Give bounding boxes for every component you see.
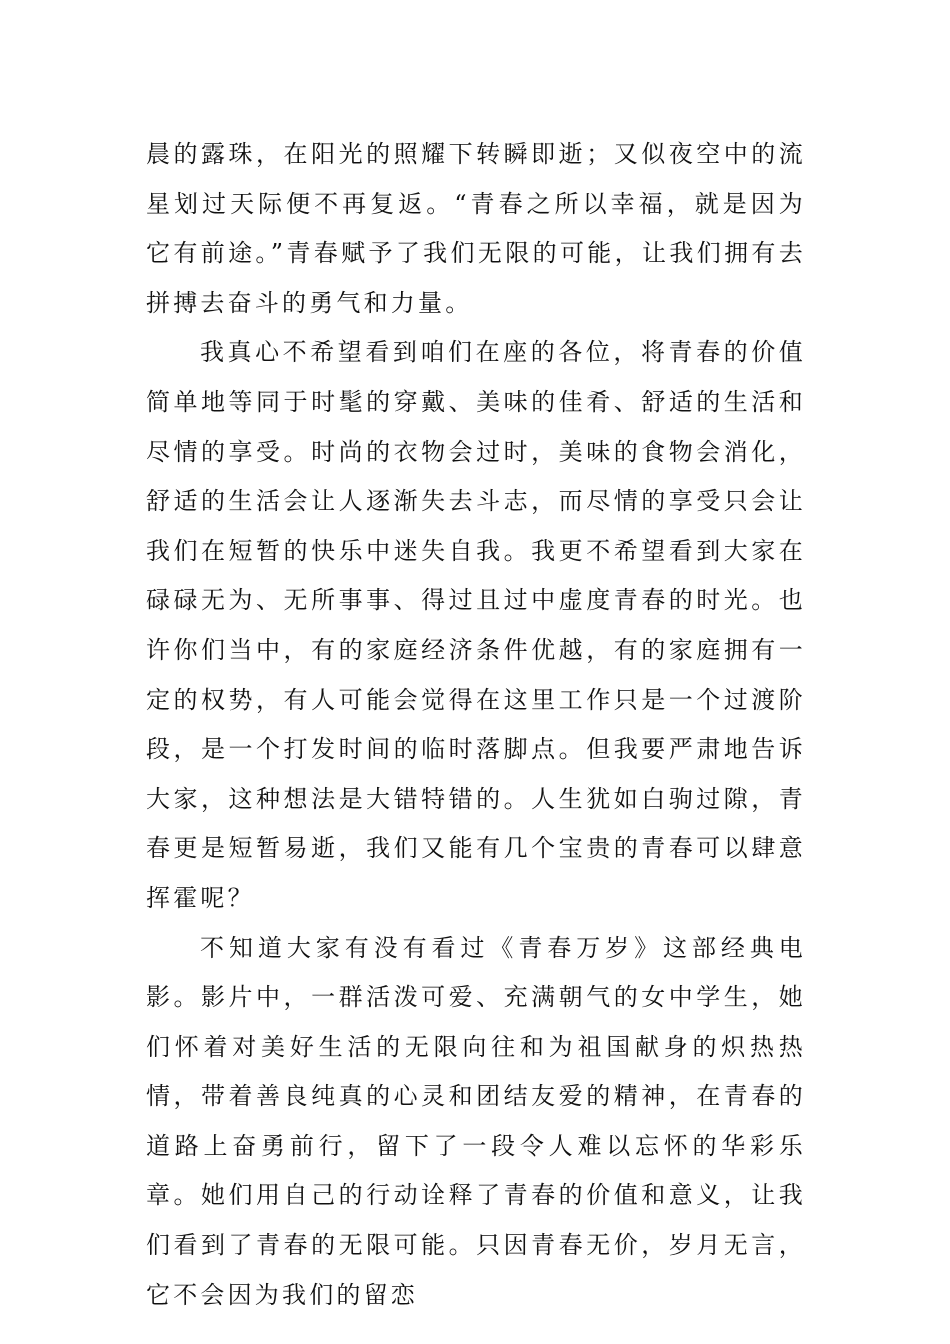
- body-text: [146, 130, 806, 1320]
- paragraph-movie-reference: 不知道大家有没有看过《青春万岁》这部经典电影。影片中，一群活泼可爱、充满朝气的女中学生，她们怀着对美好生活的无限向往和为祖国献身的炽热热情，带着善良纯真的心灵和团结友爱的精神，在青春的道路上奋勇前行，留下了一段令人难以忘怀的华彩乐章。她们用自己的行动诠释了青春的价值和意义，让我们看到了青春的无限可能。只因青春无价，岁月无言，它不会因为我们的留恋: [146, 933, 806, 1309]
- paragraph-continued: 晨的露珠，在阳光的照耀下转瞬即逝；又似夜空中的流星划过天际便不再复返。“青春之所以幸福，就是因为它有前途。”青春赋予了我们无限的可能，让我们拥有去拼搏去奋斗的勇气和力量。: [146, 140, 806, 317]
- paragraph-youth-value: 我真心不希望看到咱们在座的各位，将青春的价值简单地等同于时髦的穿戴、美味的佳肴、舒适的生活和尽情的享受。时尚的衣物会过时，美味的食物会消化，舒适的生活会让人逐渐失去斗志，而尽情的享受只会让我们在短暂的快乐中迷失自我。我更不希望看到大家在碌碌无为、无所事事、得过且过中虚度青春的时光。也许你们当中，有的家庭经济条件优越，有的家庭拥有一定的权势，有人可能会觉得在这里工作只是一个过渡阶段，是一个打发时间的临时落脚点。但我要严肃地告诉大家，这种想法是大错特错的。人生犹如白驹过隙，青春更是短暂易逝，我们又能有几个宝贵的青春可以肆意挥霍呢？: [146, 338, 806, 912]
